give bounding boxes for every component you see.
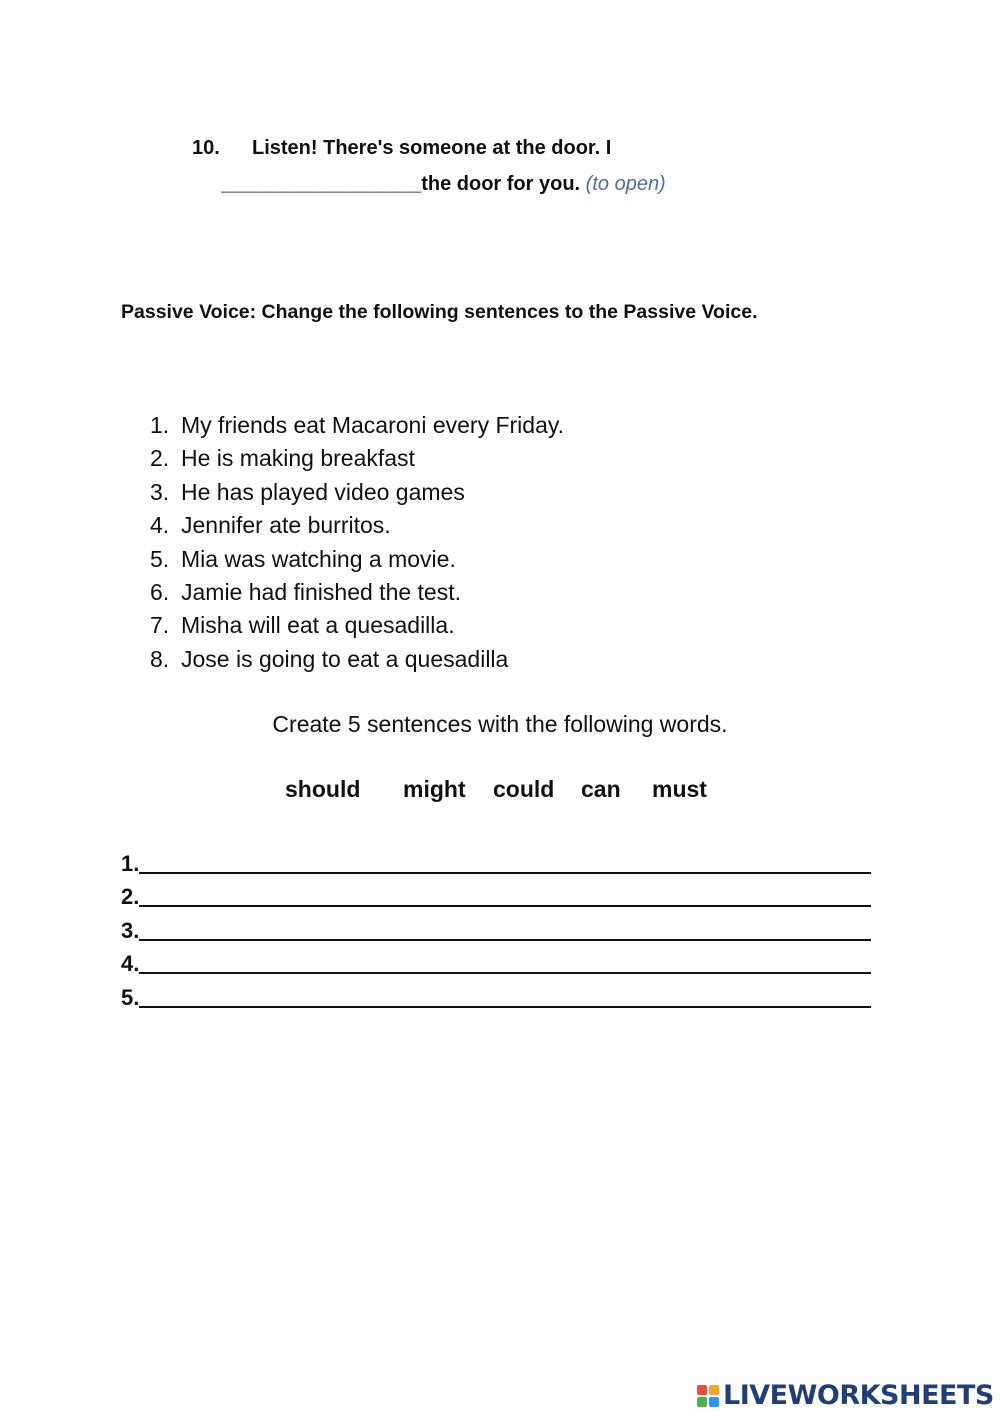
answer-number: 1.	[121, 850, 140, 876]
answer-number: 5.	[121, 984, 140, 1010]
answer-blank[interactable]	[139, 917, 871, 941]
question-number: 10.	[192, 137, 220, 159]
list-item-number: 4.	[150, 512, 170, 539]
list-item-text: Mia was watching a movie.	[181, 545, 456, 572]
question-10-line2	[221, 173, 666, 196]
list-item-text: Jose is going to eat a quesadilla	[181, 645, 509, 672]
answer-lines	[121, 843, 871, 1011]
word-might: might	[403, 776, 466, 802]
question-10-continuation: the door for you.	[421, 173, 581, 195]
passive-section-title: Passive Voice: Change the following sentences to the Passive Voice.	[121, 301, 758, 323]
answer-number: 4.	[121, 951, 140, 976]
answer-row	[121, 910, 871, 944]
answer-row	[121, 944, 871, 978]
question-10-hint: (to open)	[585, 173, 666, 195]
list-item-number: 5.	[150, 545, 170, 572]
word-should: should	[285, 776, 361, 802]
answer-blank[interactable]	[139, 883, 871, 907]
list-item-number: 8.	[150, 645, 170, 672]
passive-sentence-list	[150, 409, 564, 676]
list-item	[150, 509, 564, 542]
list-item-number: 7.	[150, 612, 170, 639]
list-item	[150, 409, 564, 442]
list-item-number: 2.	[150, 445, 170, 472]
answer-row	[121, 977, 871, 1011]
list-item-text: He has played video games	[181, 478, 465, 505]
create-section-title: Create 5 sentences with the following words.	[272, 711, 728, 737]
word-could: could	[493, 776, 555, 802]
list-item	[150, 609, 564, 642]
list-item	[150, 543, 564, 576]
answer-number: 2.	[121, 884, 140, 909]
list-item	[150, 442, 564, 475]
question-10-blank[interactable]: __________________	[221, 173, 422, 195]
logo-squares-icon	[697, 1385, 719, 1407]
list-item-text: He is making breakfast	[181, 445, 415, 472]
answer-row	[121, 843, 871, 877]
answer-row	[121, 877, 871, 911]
list-item-number: 6.	[150, 578, 170, 605]
logo-text: LIVEWORKSHEETS	[723, 1380, 994, 1411]
list-item	[150, 576, 564, 609]
list-item-text: My friends eat Macaroni every Friday.	[181, 412, 565, 438]
list-item-number: 3.	[150, 478, 170, 505]
answer-blank[interactable]	[139, 850, 871, 874]
list-item-number: 1.	[150, 412, 170, 438]
list-item-text: Misha will eat a quesadilla.	[181, 612, 455, 639]
list-item-text: Jennifer ate burritos.	[181, 512, 391, 539]
list-item	[150, 476, 564, 509]
question-10-line1	[192, 137, 611, 160]
question-10-text: Listen! There's someone at the door. I	[252, 137, 612, 159]
list-item	[150, 643, 564, 676]
word-can: can	[581, 776, 621, 802]
list-item-text: Jamie had finished the test.	[181, 578, 461, 605]
answer-number: 3.	[121, 917, 140, 943]
answer-blank[interactable]	[139, 984, 871, 1008]
word-must: must	[652, 776, 707, 802]
liveworksheets-logo	[697, 1380, 994, 1411]
answer-blank[interactable]	[139, 950, 871, 974]
